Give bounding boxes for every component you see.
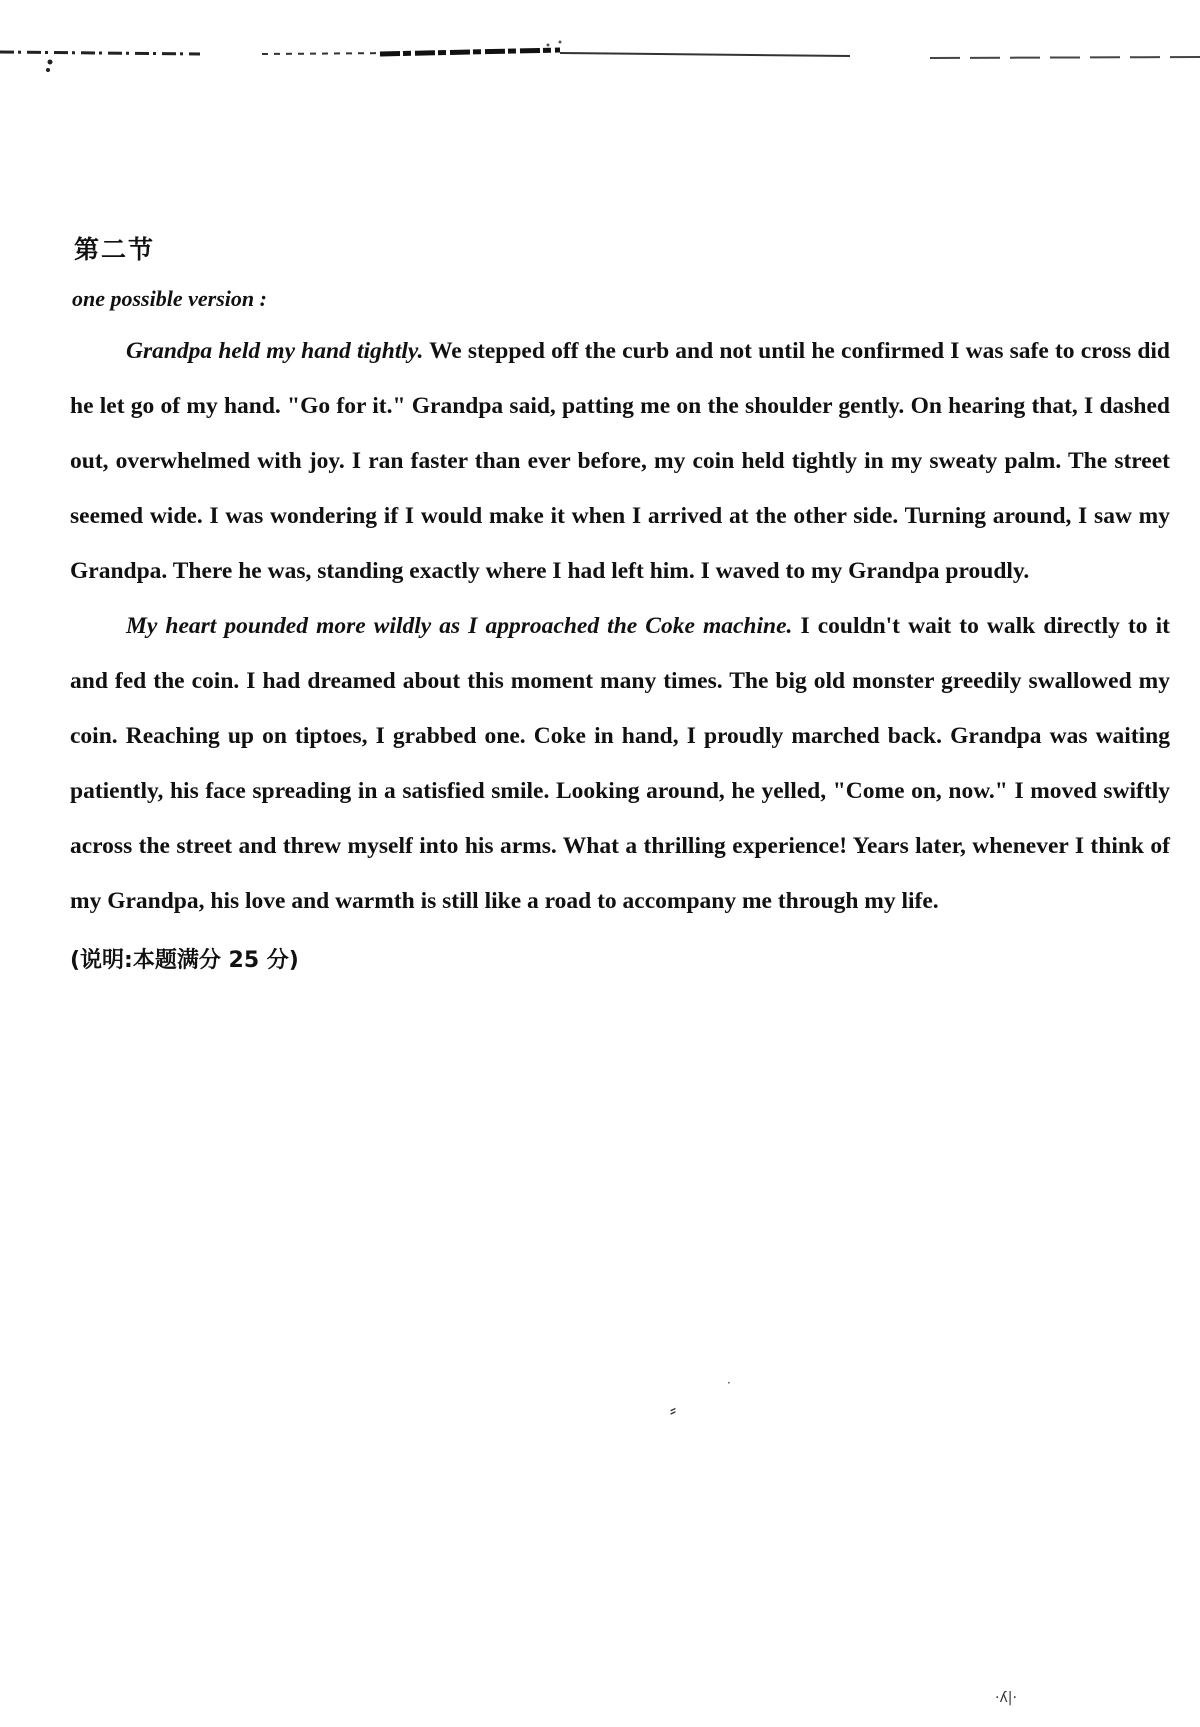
paragraph-1-lead: Grandpa held my hand tightly. (126, 338, 424, 364)
version-label: one possible version : (72, 286, 267, 311)
scoring-note: (说明:本题满分 25 分) (70, 948, 299, 973)
stray-dot: · (727, 1376, 731, 1390)
answer-document (70, 230, 1170, 974)
paragraph-2-body: I couldn't wait to walk directly to it and fed the coin. I had dreamed about this moment many times. The big old monster greedily swallowed my coin. Reaching up on tiptoes, I grabbed one. Coke in hand, I proudly marched back. Grandpa was waiting patiently, his face spreading in a satisfied smile. Looking around, he yelled, "Come on, now." I moved swiftly across the street and threw myself into his arms. What a thrilling experience! Years later, whenever I think of my Grandpa, his love and warmth is still like a road to accompany me through my life. (70, 613, 1170, 914)
section-title: 第二节 (74, 235, 156, 264)
paragraph-2 (70, 599, 1170, 929)
corner-scan-mark: ·ʎ|· (995, 1690, 1017, 1706)
scan-edge-artifact (0, 40, 1200, 80)
paragraph-1-body: We stepped off the curb and not until he confirmed I was safe to cross did he let go of my hand. "Go for it." Grandpa said, patting me on the shoulder gently. On hearing that, I dashed out, overwhelmed with joy. I ran faster than ever before, my coin held tightly in my sweaty palm. The street seemed wide. I was wondering if I would make it when I arrived at the other side. Turning around, I saw my Grandpa. There he was, standing exactly where I had left him. I waved to my Grandpa proudly. (70, 338, 1170, 584)
paragraph-2-lead: My heart pounded more wildly as I approached the Coke machine. (126, 613, 793, 639)
stray-mark: ⸗ (670, 1400, 676, 1421)
paragraph-1 (70, 324, 1170, 599)
